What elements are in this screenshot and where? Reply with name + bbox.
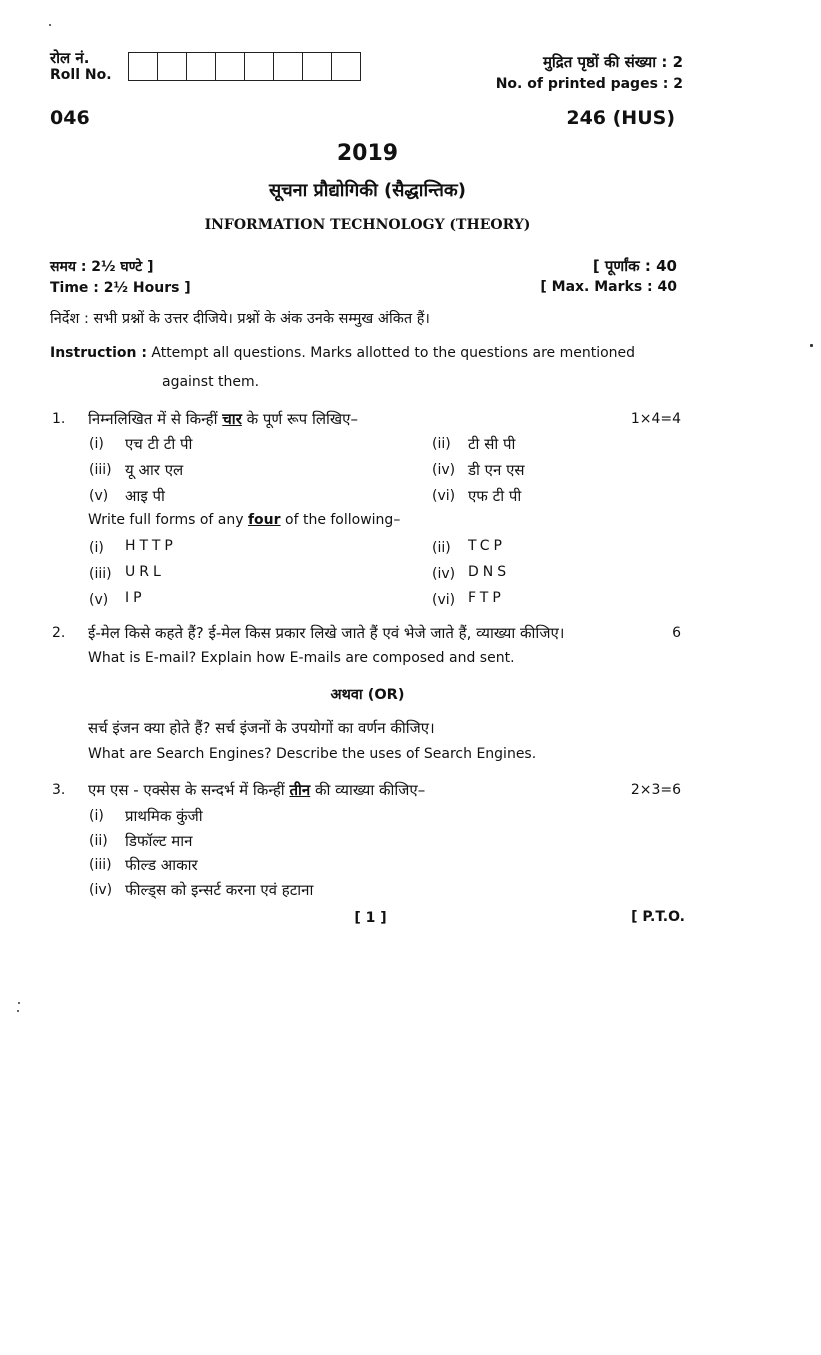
- question-2-text-english: What is E-mail? Explain how E-mails are composed and sent.: [88, 650, 515, 666]
- q3-text-part: की व्याख्या कीजिए–: [310, 781, 426, 799]
- option-text: प्राथमिक कुंजी: [125, 807, 203, 825]
- question-1-text-hindi: [88, 409, 358, 429]
- option-number: (v): [89, 592, 109, 608]
- option-number: (ii): [432, 540, 451, 556]
- question-2-number: 2.: [52, 625, 66, 641]
- option-text: डिफॉल्ट मान: [125, 831, 193, 850]
- option-text: DNS: [468, 564, 511, 580]
- instruction-hindi: निर्देश : सभी प्रश्नों के उत्तर दीजिये। प्रश्नों के अंक उनके सम्मुख अंकित हैं।: [50, 311, 430, 327]
- option-number: (iv): [89, 881, 113, 898]
- option-number: (i): [89, 808, 104, 824]
- page-number: [ 1 ]: [354, 910, 387, 926]
- option-number: (iii): [89, 462, 112, 478]
- option-text: यू आर एल: [125, 461, 184, 479]
- roll-box: [274, 53, 303, 80]
- question-3-text-hindi: [88, 780, 425, 800]
- option-number: (ii): [89, 832, 108, 849]
- question-2-alternative-english: What are Search Engines? Describe the uses of Search Engines.: [88, 746, 537, 762]
- scan-speck: [810, 344, 813, 347]
- option-number: (iv): [432, 462, 456, 478]
- option-text: FTP: [468, 590, 505, 606]
- option-number: (iii): [89, 566, 112, 582]
- option-number: (v): [89, 488, 109, 504]
- scan-speck: [18, 1002, 20, 1004]
- q1-emphasis: चार: [222, 410, 242, 428]
- question-3-number: 3.: [52, 782, 66, 798]
- question-2-text-hindi: ई-मेल किसे कहते हैं? ई-मेल किस प्रकार लिखे जाते हैं एवं भेजे जाते हैं, व्याख्या कीजिए।: [88, 624, 565, 642]
- or-divider: अथवा (OR): [330, 687, 405, 703]
- option-text: टी सी पी: [468, 435, 516, 453]
- option-number: (iv): [432, 566, 456, 582]
- option-number: (iii): [89, 857, 112, 873]
- q1-text-part: के पूर्ण रूप लिखिए–: [241, 410, 358, 428]
- printed-pages-hindi: मुद्रित पृष्ठों की संख्या : 2: [542, 53, 683, 71]
- please-turn-over: [ P.T.O.: [631, 909, 685, 925]
- roll-box: [158, 53, 187, 80]
- instruction-english: [50, 345, 635, 361]
- roll-box: [187, 53, 216, 80]
- q1-text-part: निम्नलिखित में से किन्हीं: [88, 410, 223, 428]
- option-text: IP: [125, 590, 146, 606]
- option-text: URL: [125, 564, 165, 580]
- option-text: डी एन एस: [468, 461, 525, 479]
- option-text: एच टी टी पी: [125, 435, 193, 453]
- scan-speck: [17, 1010, 19, 1012]
- instruction-label: Instruction :: [50, 345, 147, 361]
- q3-text-part: एम एस - एक्सेस के सन्दर्भ में किन्हीं: [88, 781, 290, 799]
- exam-year: 2019: [336, 141, 399, 166]
- q1-emphasis: four: [247, 512, 281, 528]
- option-text: फील्ड्स को इन्सर्ट करना एवं हटाना: [125, 880, 314, 899]
- option-text: आइ पी: [125, 487, 165, 505]
- option-number: (vi): [432, 592, 456, 608]
- q3-emphasis: तीन: [289, 781, 311, 799]
- subject-title-hindi: सूचना प्रौद्योगिकी (सैद्धान्तिक): [269, 180, 466, 201]
- roll-box: [303, 53, 332, 80]
- time-english: Time : 2½ Hours ]: [50, 280, 191, 296]
- question-1-text-english: [88, 512, 400, 528]
- printed-pages-english: No. of printed pages : 2: [495, 76, 683, 92]
- max-marks-hindi: [ पूर्णांक : 40: [592, 257, 677, 275]
- option-number: (i): [89, 436, 104, 452]
- roll-box: [245, 53, 274, 80]
- time-hindi: समय : 2½ घण्टे ]: [50, 259, 154, 275]
- instruction-text: Attempt all questions. Marks allotted to the questions are mentioned: [151, 345, 636, 361]
- paper-code-left: 046: [50, 107, 90, 129]
- subject-title-english: INFORMATION TECHNOLOGY (THEORY): [204, 217, 531, 233]
- option-number: (i): [89, 540, 104, 556]
- question-1-number: 1.: [52, 411, 66, 427]
- paper-code-right: 246 (HUS): [566, 107, 675, 129]
- option-number: (ii): [432, 436, 451, 452]
- roll-label-english: Roll No.: [50, 67, 112, 83]
- roll-box: [332, 53, 360, 80]
- scan-speck: [49, 24, 51, 26]
- option-text: फील्ड आकार: [125, 856, 198, 874]
- roll-box: [216, 53, 245, 80]
- instruction-continuation: against them.: [162, 374, 260, 390]
- question-2-alternative-hindi: सर्च इंजन क्या होते हैं? सर्च इंजनों के उपयोगों का वर्णन कीजिए।: [88, 719, 435, 737]
- option-text: HTTP: [125, 538, 177, 554]
- roll-label-hindi: रोल नं.: [50, 49, 90, 67]
- option-number: (vi): [432, 488, 456, 504]
- roll-number-boxes: [128, 52, 361, 81]
- option-text: TCP: [468, 538, 506, 554]
- roll-box: [129, 53, 158, 80]
- question-1-marks: 1×4=4: [630, 411, 681, 427]
- option-text: एफ टी पी: [468, 487, 522, 505]
- question-2-marks: 6: [672, 625, 681, 641]
- question-3-marks: 2×3=6: [630, 782, 681, 798]
- max-marks-english: [ Max. Marks : 40: [540, 279, 677, 295]
- q1-text-part: Write full forms of any: [88, 512, 248, 528]
- q1-text-part: of the following–: [280, 512, 401, 528]
